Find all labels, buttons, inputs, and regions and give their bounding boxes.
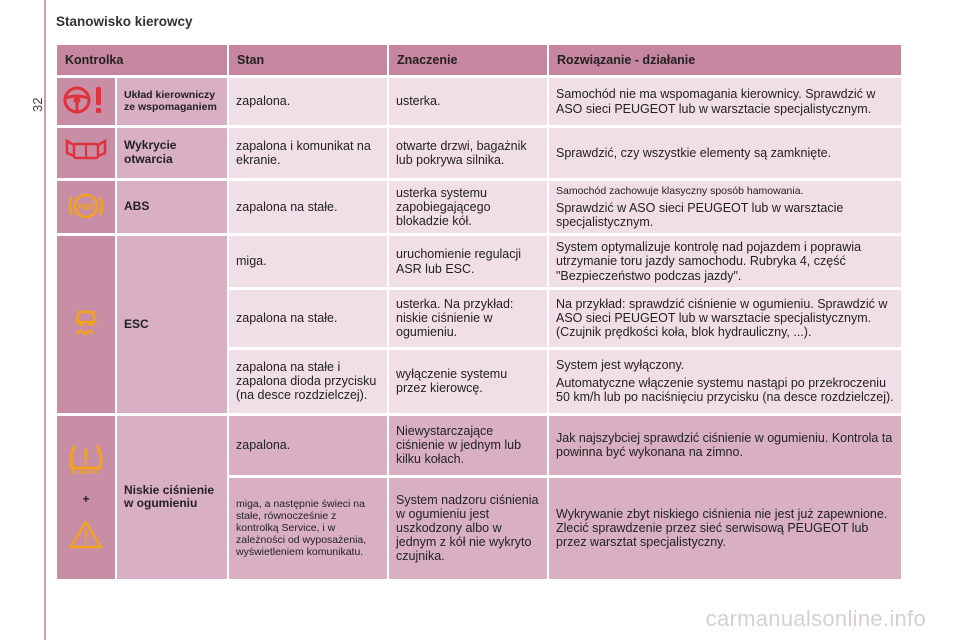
icon-cell xyxy=(57,181,117,236)
header-rozwiazanie: Rozwiązanie - działanie xyxy=(549,45,903,78)
steering-wheel-warning-icon xyxy=(61,105,111,119)
action-line: Sprawdzić w ASO sieci PEUGEOT lub w warsztacie specjalistycznym. xyxy=(556,201,844,230)
row-state: miga. xyxy=(229,236,389,289)
row-meaning: wyłączenie systemu przez kierowcę. xyxy=(389,350,549,416)
page-number-wrap xyxy=(18,60,45,112)
table-row xyxy=(57,78,903,128)
row-meaning: usterka systemu zapobiegającego blokadzie kół. xyxy=(389,181,549,236)
icon-cell xyxy=(57,416,117,582)
row-meaning: otwarte drzwi, bagażnik lub pokrywa silnika. xyxy=(389,128,549,181)
row-meaning: uruchomienie regulacji ASR lub ESC. xyxy=(389,236,549,289)
action-line: Automatyczne włączenie systemu nastąpi po przekroczeniu 50 km/h lub po naciśnięciu przycisku (na desce rozdzielczej). xyxy=(556,376,894,405)
row-action: Na przykład: sprawdzić ciśnienie w ogumieniu. Sprawdzić w ASO sieci PEUGEOT lub w warsztacie specjalistycznym. (Czujnik prędkości koła, blok hydrauliczny, ...). xyxy=(549,290,903,350)
row-name: ESC xyxy=(117,236,229,415)
table-row xyxy=(57,416,903,478)
row-meaning: System nadzoru ciśnienia w ogumieniu jest uszkodzony albo w jednym z kół nie wykryto czujnika. xyxy=(389,478,549,582)
warning-lights-table xyxy=(57,45,903,582)
row-state: miga, a następnie świeci na stałe, równocześnie z kontrolką Service, i w zależności od wyposażenia, wyświetleniem komunikatu. xyxy=(229,478,389,582)
abs-icon xyxy=(65,201,107,226)
row-state: zapalona na stałe. xyxy=(229,290,389,350)
icon-cell xyxy=(57,236,117,415)
section-title: Stanowisko kierowcy xyxy=(56,14,193,29)
row-state: zapalona. xyxy=(229,78,389,128)
table-row xyxy=(57,181,903,236)
warning-triangle-icon xyxy=(69,538,103,552)
header-znaczenie: Znaczenie xyxy=(389,45,549,78)
icon-cell xyxy=(57,128,117,181)
action-line: System jest wyłączony. xyxy=(556,358,685,372)
row-action xyxy=(549,181,903,236)
header-stan: Stan xyxy=(229,45,389,78)
plus-sign: + xyxy=(82,492,90,507)
open-doors-icon xyxy=(65,154,107,168)
table-row xyxy=(57,236,903,289)
table-header-row xyxy=(57,45,903,78)
row-action: Samochód nie ma wspomagania kierownicy. Sprawdzić w ASO sieci PEUGEOT lub w warsztacie specjalistycznym. xyxy=(549,78,903,128)
page-side-bar xyxy=(44,0,46,640)
row-state: zapalona. xyxy=(229,416,389,478)
row-action: Jak najszybciej sprawdzić ciśnienie w ogumieniu. Kontrola ta powinna być wykonana na zimno. xyxy=(549,416,903,478)
row-state: zapalona na stałe. xyxy=(229,181,389,236)
tyre-pressure-icon xyxy=(66,467,106,481)
page-number: 32 xyxy=(30,97,45,112)
row-name: Układ kierowniczy ze wspomaganiem xyxy=(117,78,229,128)
row-name: Wykrycie otwarcia xyxy=(117,128,229,181)
row-meaning: usterka. Na przykład: niskie ciśnienie w ogumieniu. xyxy=(389,290,549,350)
row-meaning: usterka. xyxy=(389,78,549,128)
row-meaning: Niewystarczające ciśnienie w jednym lub kilku kołach. xyxy=(389,416,549,478)
row-name: Niskie ciśnienie w ogumieniu xyxy=(117,416,229,582)
row-action xyxy=(549,350,903,416)
action-line: Samochód zachowuje klasyczny sposób hamowania. xyxy=(556,185,804,197)
row-action: Wykrywanie zbyt niskiego ciśnienia nie jest już zapewnione. Zlecić sprawdzenie przez sieć serwisową PEUGEOT lub przez warsztat specjalistyczny. xyxy=(549,478,903,582)
row-state: zapalona i komunikat na ekranie. xyxy=(229,128,389,181)
row-action: System optymalizuje kontrolę nad pojazdem i poprawia utrzymanie toru jazdy samochodu. Rubryka 4, część "Bezpieczeństwo podczas jazdy". xyxy=(549,236,903,289)
row-state: zapalona na stałe i zapalona dioda przycisku (na desce rozdzielczej). xyxy=(229,350,389,416)
icon-cell xyxy=(57,78,117,128)
header-kontrolka: Kontrolka xyxy=(57,45,229,78)
table-row xyxy=(57,128,903,181)
abs-icon-text: ABS xyxy=(77,201,95,212)
watermark: carmanualsonline.info xyxy=(705,606,926,631)
row-action: Sprawdzić, czy wszystkie elementy są zamknięte. xyxy=(549,128,903,181)
esc-skid-icon xyxy=(71,327,101,341)
row-name: ABS xyxy=(117,181,229,236)
